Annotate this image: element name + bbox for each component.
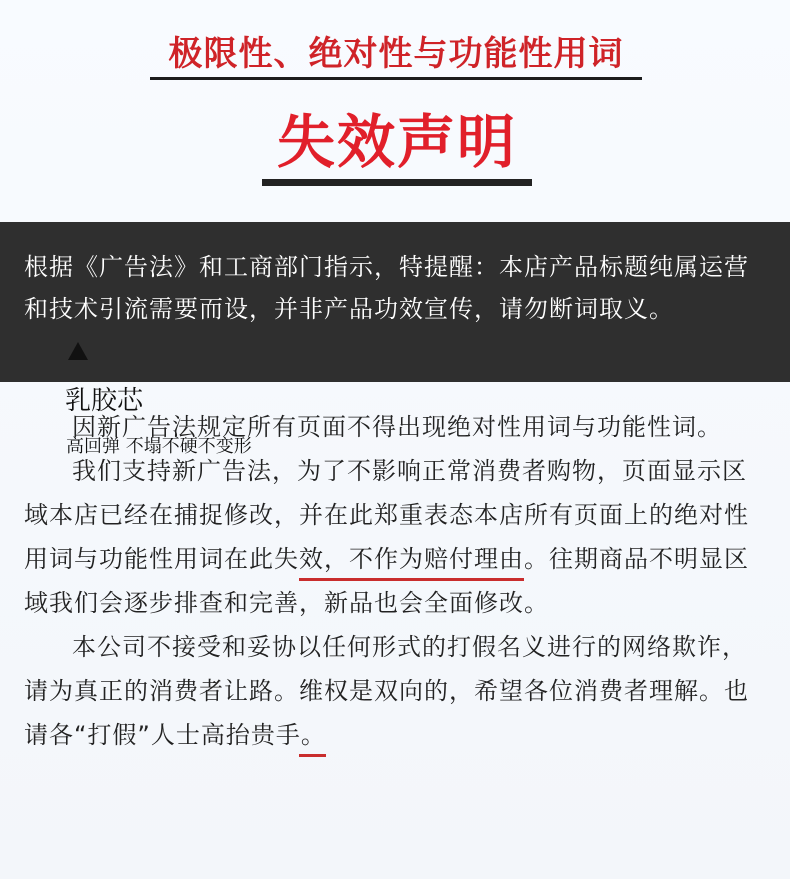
paragraph-3 <box>24 625 770 757</box>
paragraph-1: 因新广告法规定所有页面不得出现绝对性用词与功能性词。 <box>72 413 722 441</box>
cursor-icon <box>68 342 88 360</box>
paragraph-3-prefix: 本公司不接受和妥协以任何形式的打假名义进行的网络欺诈，请为真正的消费者让路。 <box>24 633 747 705</box>
paragraph-3-highlight: 维权是双向的，希望各位消费者理解。也请各“打假”人士高抬贵手。 <box>24 677 749 749</box>
heading-main <box>262 108 532 186</box>
heading-main-rule <box>262 179 532 186</box>
notice-banner <box>0 222 790 382</box>
overlay-title: 乳胶芯 <box>65 386 144 416</box>
heading-top-rule <box>150 77 642 80</box>
heading-top-text: 极限性、绝对性与功能性用词 <box>168 34 624 74</box>
paragraph-2-suffix: 。往期商品不明显区域我们会逐步排查和完善，新品也会全面修改。 <box>24 545 749 617</box>
paragraph-2-prefix: 我们支持新广告法，为了不影响正常消费者购物，页面显示区域本店已经在捕捉修改， <box>24 457 747 529</box>
paragraph-2-highlight: 并在此郑重表态本店所有页面上的绝对性用词与功能性用词在此失效，不作为赔付理由 <box>24 501 749 573</box>
overlay-subtitle: 高回弹 不塌不硬不变形 <box>66 436 252 457</box>
heading-main-text: 失效声明 <box>276 108 517 176</box>
footer-space <box>0 845 790 879</box>
paragraph-2 <box>24 449 770 625</box>
notice-banner-text: 根据《广告法》和工商部门指示，特提醒：本店产品标题纯属运营和技术引流需要而设，并非产品功效宣传，请勿断词取义。 <box>24 253 749 323</box>
statement-body <box>24 405 770 757</box>
heading-top <box>150 34 642 80</box>
